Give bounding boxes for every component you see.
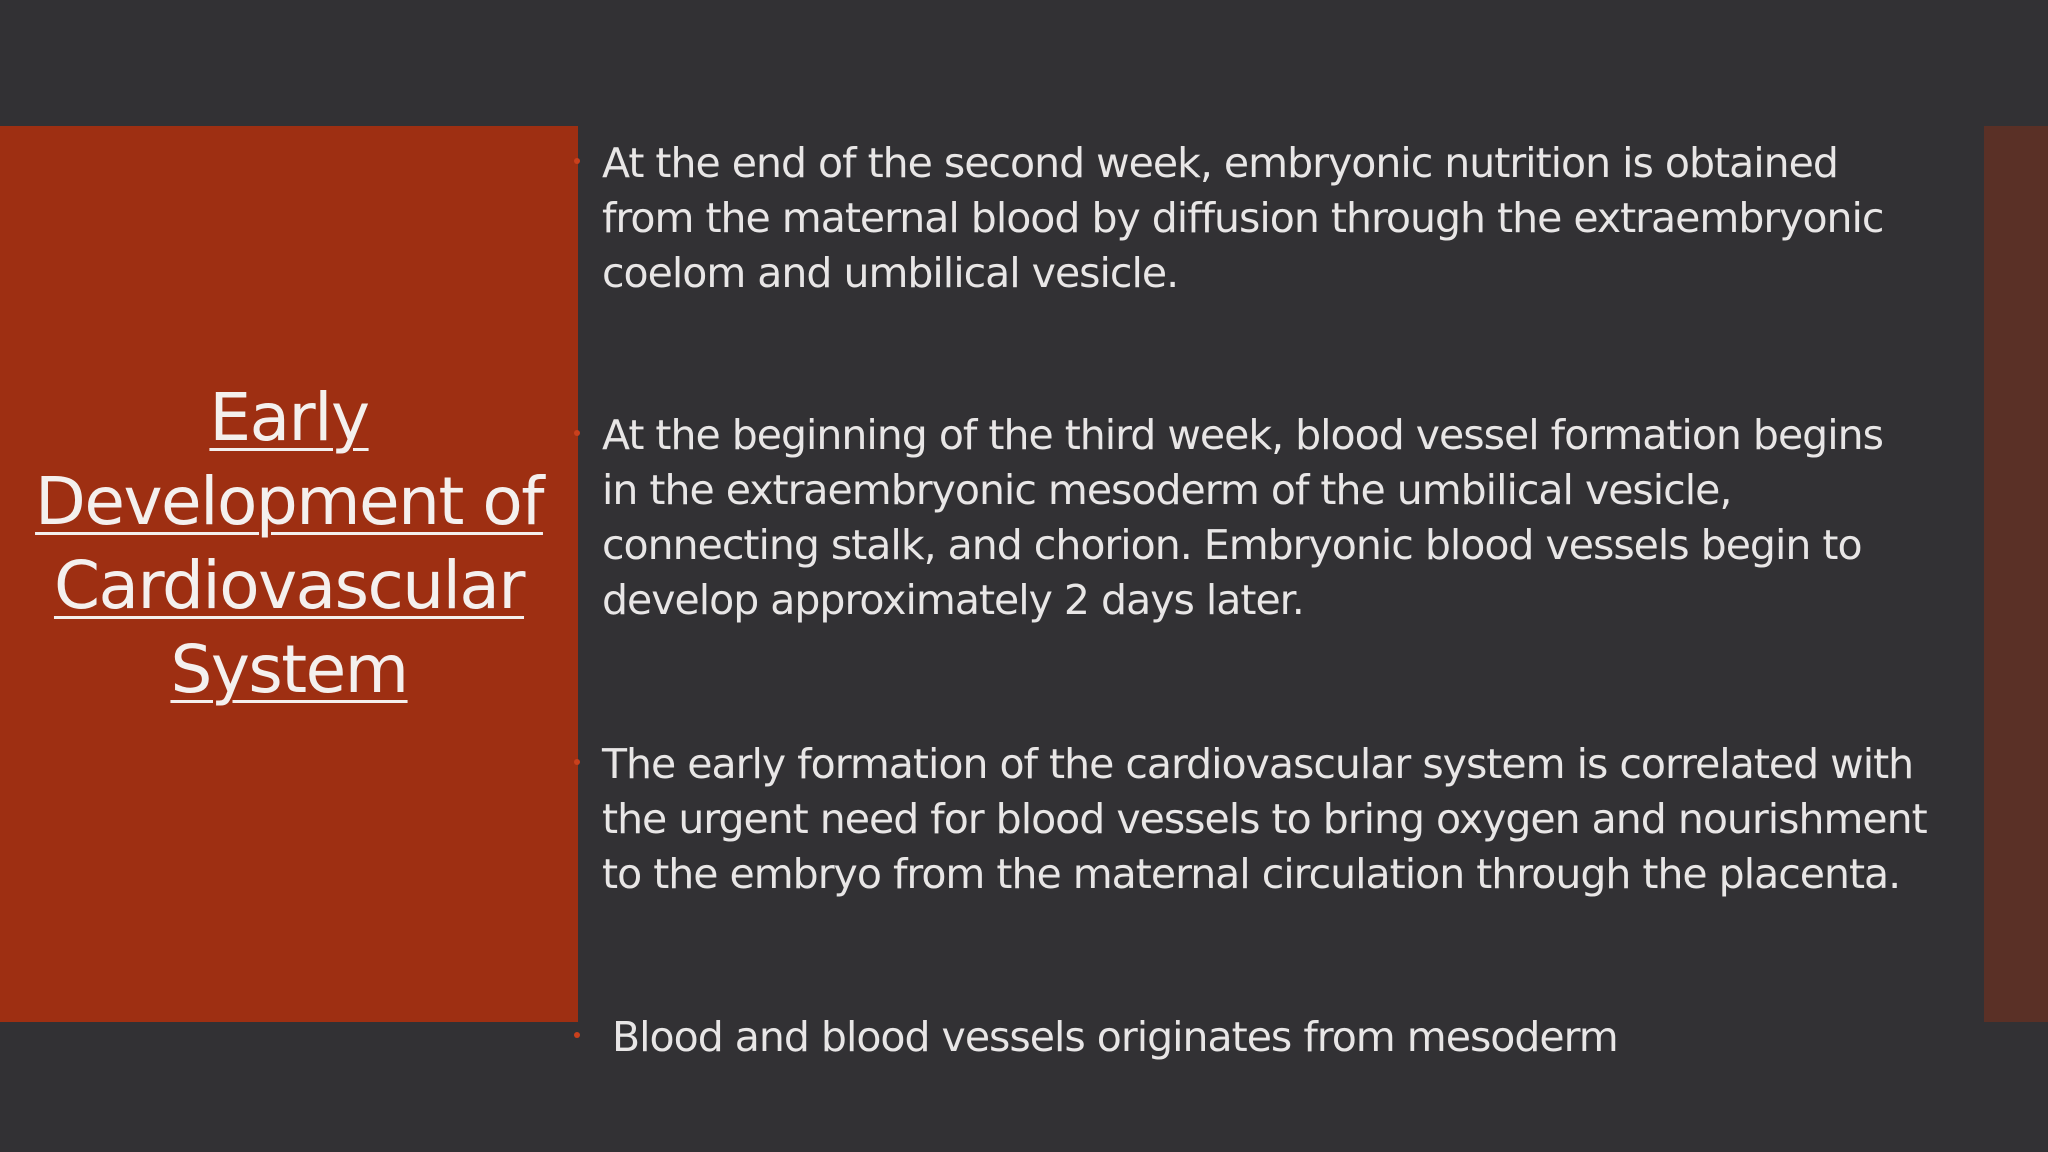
slide-title: Early Development of Cardiovascular System: [35, 379, 543, 708]
bullet-text: At the end of the second week, embryonic nutrition is obtained from the maternal blood by diffusion through the extraembryonic coelom and umbilical vesicle.: [602, 139, 1884, 297]
bullet-marker: [574, 158, 580, 164]
bullet-marker: [574, 1032, 580, 1038]
bullet-marker: [574, 430, 580, 436]
bullet-marker: [574, 759, 580, 765]
title-panel: [0, 126, 578, 1022]
bullet-list: [574, 0, 2014, 1152]
bullet-text: Blood and blood vessels originates from mesoderm: [612, 1013, 1618, 1061]
bullet-text: The early formation of the cardiovascular system is correlated with the urgent need for blood vessels to bring oxygen and nourishment to the embryo from the maternal circulation through the placenta.: [602, 740, 1927, 898]
bullet-text: At the beginning of the third week, blood vessel formation begins in the extraembryonic mesoderm of the umbilical vesicle, connecting stalk, and chorion. Embryonic blood vessels begin to develop approximately 2 days later.: [602, 411, 1883, 624]
